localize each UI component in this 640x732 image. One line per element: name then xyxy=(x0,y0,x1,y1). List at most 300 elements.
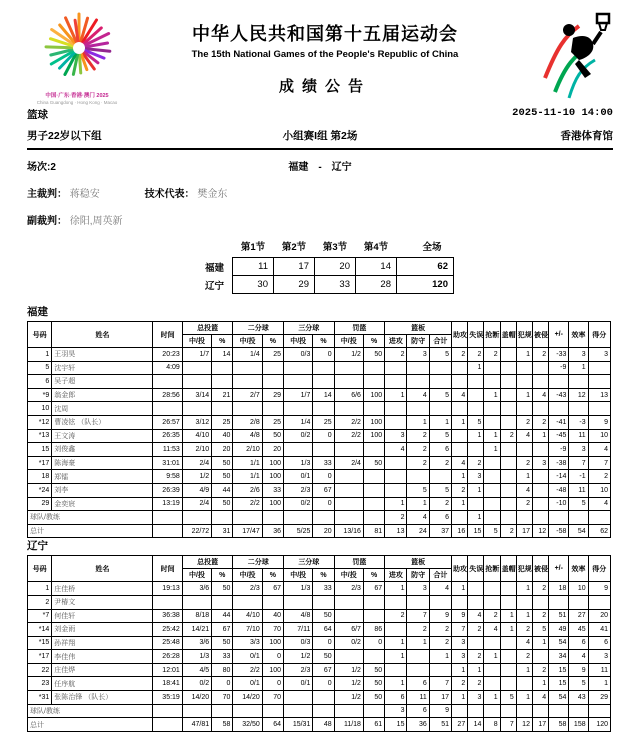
stat-cell: 58 xyxy=(212,718,233,732)
stat-cell: 7/10 xyxy=(233,623,262,637)
stat-cell xyxy=(500,415,516,429)
stat-cell: 0/1 xyxy=(284,470,313,484)
player-number: *13 xyxy=(28,429,52,443)
stat-cell xyxy=(484,595,500,609)
stat-cell xyxy=(484,402,500,416)
stat-cell xyxy=(233,375,262,389)
stat-cell xyxy=(429,595,451,609)
column-subheader: 中/投 xyxy=(334,569,363,582)
stat-cell: 51 xyxy=(549,609,569,623)
row-label: 总计 xyxy=(28,524,153,538)
stat-cell: 4/9 xyxy=(182,483,211,497)
table-row xyxy=(28,483,611,497)
stat-cell: 4:09 xyxy=(153,361,182,375)
stat-cell: 20 xyxy=(313,524,334,538)
table-row xyxy=(28,623,611,637)
stat-cell: 3/6 xyxy=(182,636,211,650)
meta-row-1 xyxy=(27,107,613,122)
stat-cell: 1 xyxy=(429,650,451,664)
stat-cell xyxy=(407,402,429,416)
column-header: 犯规 xyxy=(516,322,532,348)
stat-cell xyxy=(516,361,532,375)
stat-cell: 1/3 xyxy=(284,456,313,470)
column-subheader: 进攻 xyxy=(385,569,407,582)
stat-cell: 64 xyxy=(262,718,283,732)
column-header: 时间 xyxy=(153,322,182,348)
stat-cell: -58 xyxy=(549,524,569,538)
stat-cell: 1/1 xyxy=(233,456,262,470)
table-row xyxy=(28,361,611,375)
stat-cell: 3 xyxy=(468,470,484,484)
player-name: 张陈治锋 （队长） xyxy=(52,691,153,705)
stat-cell xyxy=(284,691,313,705)
player-number: *12 xyxy=(28,415,52,429)
stat-cell: 22/72 xyxy=(182,524,211,538)
stat-cell: 4 xyxy=(407,388,429,402)
stat-cell: 1/2 xyxy=(334,691,363,705)
stat-cell: 1 xyxy=(385,582,407,596)
stat-cell: 1/1 xyxy=(233,470,262,484)
stat-cell: 14 xyxy=(212,348,233,362)
table-row xyxy=(28,704,611,718)
referee-row xyxy=(27,185,613,200)
stat-cell: 6/7 xyxy=(334,623,363,637)
table-row xyxy=(28,691,611,705)
stat-cell: 33 xyxy=(262,483,283,497)
stat-cell: 100 xyxy=(262,663,283,677)
column-subheader: 中/投 xyxy=(182,569,211,582)
stat-cell xyxy=(313,704,334,718)
stat-cell: 2/2 xyxy=(334,415,363,429)
score-cell: 17 xyxy=(274,258,315,276)
stat-cell: 43 xyxy=(569,691,588,705)
player-name: 沈宇轩 xyxy=(52,361,153,375)
stat-cell: 7/11 xyxy=(284,623,313,637)
table-row xyxy=(28,443,611,457)
stat-cell: 9 xyxy=(588,582,610,596)
stat-cell: 3 xyxy=(569,443,588,457)
column-subheader: 中/投 xyxy=(334,335,363,348)
stat-cell: 0/3 xyxy=(284,636,313,650)
stat-cell xyxy=(334,497,363,511)
stat-cell: 7 xyxy=(500,718,516,732)
stat-cell: 1 xyxy=(452,470,468,484)
stat-cell: 1 xyxy=(484,388,500,402)
stat-cell: 1/2 xyxy=(334,663,363,677)
stat-cell xyxy=(468,402,484,416)
stat-cell: 3/14 xyxy=(182,388,211,402)
column-header: 抢断 xyxy=(484,556,500,582)
stat-cell xyxy=(500,456,516,470)
table-row xyxy=(28,595,611,609)
stat-cell: 100 xyxy=(262,497,283,511)
stat-cell: 70 xyxy=(212,691,233,705)
sub-referee-label: 副裁判： xyxy=(27,216,67,227)
stat-cell: 6 xyxy=(588,636,610,650)
stat-cell xyxy=(313,402,334,416)
stat-cell: 50 xyxy=(313,609,334,623)
stat-cell: -10 xyxy=(549,497,569,511)
column-header: 二分球 xyxy=(233,556,284,569)
stat-cell: 15/31 xyxy=(284,718,313,732)
quarter-row-liaoning xyxy=(185,276,454,294)
stat-cell: 15 xyxy=(549,677,569,691)
stat-cell xyxy=(363,704,384,718)
stat-cell xyxy=(284,375,313,389)
stat-cell: 5 xyxy=(407,483,429,497)
stat-cell: 49 xyxy=(549,623,569,637)
stat-cell: 3 xyxy=(385,429,407,443)
stat-cell: 2/2 xyxy=(233,663,262,677)
total-score-cell: 120 xyxy=(397,276,454,294)
stat-cell: 2 xyxy=(429,456,451,470)
stat-cell xyxy=(532,650,548,664)
stat-cell: 2/10 xyxy=(182,443,211,457)
stat-cell: 0 xyxy=(313,636,334,650)
stat-cell: 12 xyxy=(569,388,588,402)
stat-cell xyxy=(363,595,384,609)
stat-cell: 1 xyxy=(468,663,484,677)
stat-cell: 1/2 xyxy=(334,677,363,691)
column-header: 号码 xyxy=(28,556,52,582)
stat-cell xyxy=(153,524,182,538)
stat-cell: 7 xyxy=(588,456,610,470)
stat-cell xyxy=(385,361,407,375)
column-header: 被侵 xyxy=(532,556,548,582)
stat-cell: 37 xyxy=(429,524,451,538)
column-header: 助攻 xyxy=(452,322,468,348)
stat-cell xyxy=(407,375,429,389)
matchup-title: 福建 - 辽宁 xyxy=(288,162,352,173)
player-number: 23 xyxy=(28,677,52,691)
stat-cell xyxy=(313,443,334,457)
tech-rep-label: 技术代表： xyxy=(144,189,195,200)
stat-cell xyxy=(212,402,233,416)
stat-cell: 4/8 xyxy=(233,429,262,443)
stat-cell: 20:23 xyxy=(153,348,182,362)
stat-cell xyxy=(549,595,569,609)
stat-cell xyxy=(588,704,610,718)
stat-cell: 4 xyxy=(532,691,548,705)
stat-cell: 1 xyxy=(407,497,429,511)
stat-cell xyxy=(484,470,500,484)
stat-cell: 6 xyxy=(429,511,451,525)
column-header: 失误 xyxy=(468,556,484,582)
stat-cell: 3 xyxy=(569,348,588,362)
stat-cell xyxy=(429,470,451,484)
table-row xyxy=(28,718,611,732)
stat-cell: 1 xyxy=(569,361,588,375)
stat-cell: 3 xyxy=(452,636,468,650)
column-header: 得分 xyxy=(588,556,610,582)
stat-cell xyxy=(334,470,363,484)
stat-cell: 50 xyxy=(313,650,334,664)
stat-cell: 1 xyxy=(452,582,468,596)
table-row xyxy=(28,677,611,691)
stat-cell: 1 xyxy=(516,582,532,596)
stat-cell xyxy=(429,663,451,677)
stat-cell xyxy=(549,511,569,525)
stat-cell xyxy=(385,415,407,429)
stat-cell xyxy=(500,348,516,362)
stat-cell xyxy=(588,375,610,389)
stat-cell: 0 xyxy=(262,677,283,691)
stat-cell: 2/6 xyxy=(233,483,262,497)
stat-cell: 2/2 xyxy=(233,497,262,511)
player-name: 庄佳烨 xyxy=(52,663,153,677)
stat-cell xyxy=(153,718,182,732)
stat-cell: 2 xyxy=(452,483,468,497)
stat-cell xyxy=(452,443,468,457)
stat-cell: 51 xyxy=(429,718,451,732)
stat-cell: 1 xyxy=(484,443,500,457)
stat-cell: 9 xyxy=(452,609,468,623)
column-header: 犯规 xyxy=(516,556,532,582)
player-name: 翁金郎 xyxy=(52,388,153,402)
table-row xyxy=(28,429,611,443)
stat-cell xyxy=(313,375,334,389)
stat-cell: 80 xyxy=(212,663,233,677)
stat-cell: 2 xyxy=(385,609,407,623)
stat-cell xyxy=(233,402,262,416)
stat-cell: 36 xyxy=(407,718,429,732)
document-title: 成绩公告 xyxy=(278,78,371,95)
table-row xyxy=(28,524,611,538)
stat-cell: 100 xyxy=(262,456,283,470)
stat-cell: 0/2 xyxy=(284,497,313,511)
stat-cell xyxy=(363,650,384,664)
fujian-team-label: 福建 xyxy=(27,306,48,318)
stat-cell xyxy=(334,704,363,718)
stat-cell xyxy=(484,511,500,525)
column-subheader: % xyxy=(313,335,334,348)
tech-rep-name: 樊金东 xyxy=(197,189,228,200)
stat-cell: 100 xyxy=(262,636,283,650)
stat-cell: 9 xyxy=(429,609,451,623)
stat-cell: 7 xyxy=(452,623,468,637)
stat-cell: 3/3 xyxy=(233,636,262,650)
stat-cell: 32/50 xyxy=(233,718,262,732)
column-header: 抢断 xyxy=(484,322,500,348)
stat-cell: 11 xyxy=(407,691,429,705)
stat-cell: 9 xyxy=(569,663,588,677)
stat-cell: 1 xyxy=(385,497,407,511)
stat-cell: 1 xyxy=(532,429,548,443)
column-header: 姓名 xyxy=(52,322,153,348)
stat-cell xyxy=(500,375,516,389)
table-row xyxy=(28,609,611,623)
stat-cell xyxy=(334,483,363,497)
stat-cell: 120 xyxy=(588,718,610,732)
stat-cell: 1 xyxy=(516,348,532,362)
stat-cell xyxy=(484,375,500,389)
stat-cell xyxy=(284,443,313,457)
stat-cell: 26:35 xyxy=(153,429,182,443)
stat-cell xyxy=(452,361,468,375)
player-number: 10 xyxy=(28,402,52,416)
stat-cell: 0 xyxy=(313,470,334,484)
player-name: 刘李 xyxy=(52,483,153,497)
stat-cell xyxy=(484,677,500,691)
chief-referee-label: 主裁判： xyxy=(27,189,67,200)
stat-cell: 27 xyxy=(569,609,588,623)
stat-cell: 67 xyxy=(313,663,334,677)
stat-cell: 2 xyxy=(452,677,468,691)
stat-cell: 100 xyxy=(363,388,384,402)
stat-cell xyxy=(452,402,468,416)
q2-header: 第2节 xyxy=(281,242,307,253)
stat-cell xyxy=(500,582,516,596)
title-block xyxy=(127,6,523,96)
stat-cell xyxy=(182,375,211,389)
stat-cell xyxy=(153,595,182,609)
sport-label: 篮球 xyxy=(27,109,48,121)
stat-cell: 4 xyxy=(516,483,532,497)
stat-cell: 33 xyxy=(212,650,233,664)
stat-cell: 12:01 xyxy=(153,663,182,677)
player-number: 15 xyxy=(28,443,52,457)
stat-cell xyxy=(569,375,588,389)
stat-cell: 1 xyxy=(385,677,407,691)
column-subheader: 合计 xyxy=(429,335,451,348)
stat-cell: 1 xyxy=(407,415,429,429)
player-name: 郑镭 xyxy=(52,470,153,484)
stat-cell xyxy=(262,704,283,718)
stat-cell xyxy=(468,497,484,511)
stat-cell: 14/21 xyxy=(182,623,211,637)
stat-cell: 4 xyxy=(407,511,429,525)
stat-cell xyxy=(313,361,334,375)
stat-cell: -45 xyxy=(549,429,569,443)
stat-cell: 14/20 xyxy=(233,691,262,705)
stat-cell: 3 xyxy=(407,582,429,596)
stat-cell: 1 xyxy=(500,623,516,637)
quarter-header-row xyxy=(185,237,454,258)
stat-cell: 17 xyxy=(516,524,532,538)
stat-cell: 4 xyxy=(516,636,532,650)
stat-cell: 25 xyxy=(313,415,334,429)
stat-cell: 11/18 xyxy=(334,718,363,732)
stat-cell xyxy=(500,443,516,457)
stat-cell: 13 xyxy=(385,524,407,538)
stat-cell xyxy=(182,402,211,416)
stat-cell: 10 xyxy=(569,582,588,596)
stat-cell xyxy=(385,456,407,470)
stat-cell: 7 xyxy=(407,609,429,623)
stat-cell xyxy=(407,650,429,664)
stat-cell xyxy=(262,361,283,375)
stat-cell: 54 xyxy=(549,691,569,705)
stat-cell: 1 xyxy=(516,691,532,705)
stat-cell: 0/2 xyxy=(334,636,363,650)
stat-cell: 2/2 xyxy=(334,429,363,443)
stat-cell: 1 xyxy=(452,415,468,429)
team-name: 福建 xyxy=(204,262,224,274)
stat-cell xyxy=(363,470,384,484)
box-table-header xyxy=(28,322,611,348)
stat-cell xyxy=(516,511,532,525)
stat-cell xyxy=(363,511,384,525)
stat-cell: 2 xyxy=(429,623,451,637)
stat-cell: 70 xyxy=(262,691,283,705)
score-cell: 29 xyxy=(274,276,315,294)
table-row xyxy=(28,650,611,664)
stat-cell: 25 xyxy=(212,415,233,429)
stat-cell xyxy=(212,595,233,609)
stat-cell: 1 xyxy=(484,429,500,443)
column-subheader: % xyxy=(212,569,233,582)
stat-cell xyxy=(484,636,500,650)
stat-cell xyxy=(233,595,262,609)
column-header: 时间 xyxy=(153,556,182,582)
stat-cell: 2 xyxy=(516,497,532,511)
stat-cell xyxy=(429,361,451,375)
stat-cell: 41 xyxy=(588,623,610,637)
category-label: 男子22岁以下组 xyxy=(27,130,102,142)
stat-cell xyxy=(500,595,516,609)
stat-cell: 67 xyxy=(212,623,233,637)
stat-cell: 28:56 xyxy=(153,388,182,402)
stat-cell: 25 xyxy=(262,415,283,429)
stat-cell: 2 xyxy=(468,623,484,637)
venue-label: 香港体育馆 xyxy=(560,130,613,142)
row-label: 球队/教练 xyxy=(28,511,153,525)
stat-cell xyxy=(549,704,569,718)
column-subheader: 合计 xyxy=(429,569,451,582)
stat-cell xyxy=(516,595,532,609)
stat-cell xyxy=(500,483,516,497)
player-number: 22 xyxy=(28,663,52,677)
stat-cell: 1/4 xyxy=(233,348,262,362)
stat-cell xyxy=(484,704,500,718)
stat-cell xyxy=(516,704,532,718)
stat-cell: 2 xyxy=(468,677,484,691)
stat-cell: 2 xyxy=(532,663,548,677)
column-header: +/- xyxy=(549,322,569,348)
player-number: 5 xyxy=(28,361,52,375)
column-header: 总投篮 xyxy=(182,556,233,569)
stat-cell xyxy=(182,704,211,718)
stat-cell: 24 xyxy=(407,524,429,538)
stat-cell: 5 xyxy=(468,415,484,429)
stat-cell: 26:28 xyxy=(153,650,182,664)
column-header: 总投篮 xyxy=(182,322,233,335)
stat-cell xyxy=(313,691,334,705)
stat-cell: 3/6 xyxy=(182,582,211,596)
column-subheader: % xyxy=(363,569,384,582)
stat-cell: 15 xyxy=(385,718,407,732)
stat-cell: 2 xyxy=(407,443,429,457)
stat-cell: 2 xyxy=(532,415,548,429)
stat-cell: 0 xyxy=(262,650,283,664)
q3-header: 第3节 xyxy=(322,242,348,253)
stat-cell xyxy=(233,361,262,375)
column-header: 罚篮 xyxy=(334,322,385,335)
page-title: 中华人民共和国第十五届运动会 xyxy=(192,24,458,44)
player-number: *7 xyxy=(28,609,52,623)
column-subheader: 中/投 xyxy=(233,569,262,582)
stat-cell: 13 xyxy=(588,388,610,402)
stat-cell: 2/7 xyxy=(233,388,262,402)
stat-cell: 50 xyxy=(212,456,233,470)
q4-header: 第4节 xyxy=(363,242,389,253)
column-header: 姓名 xyxy=(52,556,153,582)
stat-cell xyxy=(334,443,363,457)
stat-cell xyxy=(516,375,532,389)
stat-cell xyxy=(313,595,334,609)
stat-cell: 0/2 xyxy=(284,429,313,443)
chief-referee-name: 蒋稳安 xyxy=(69,189,100,200)
